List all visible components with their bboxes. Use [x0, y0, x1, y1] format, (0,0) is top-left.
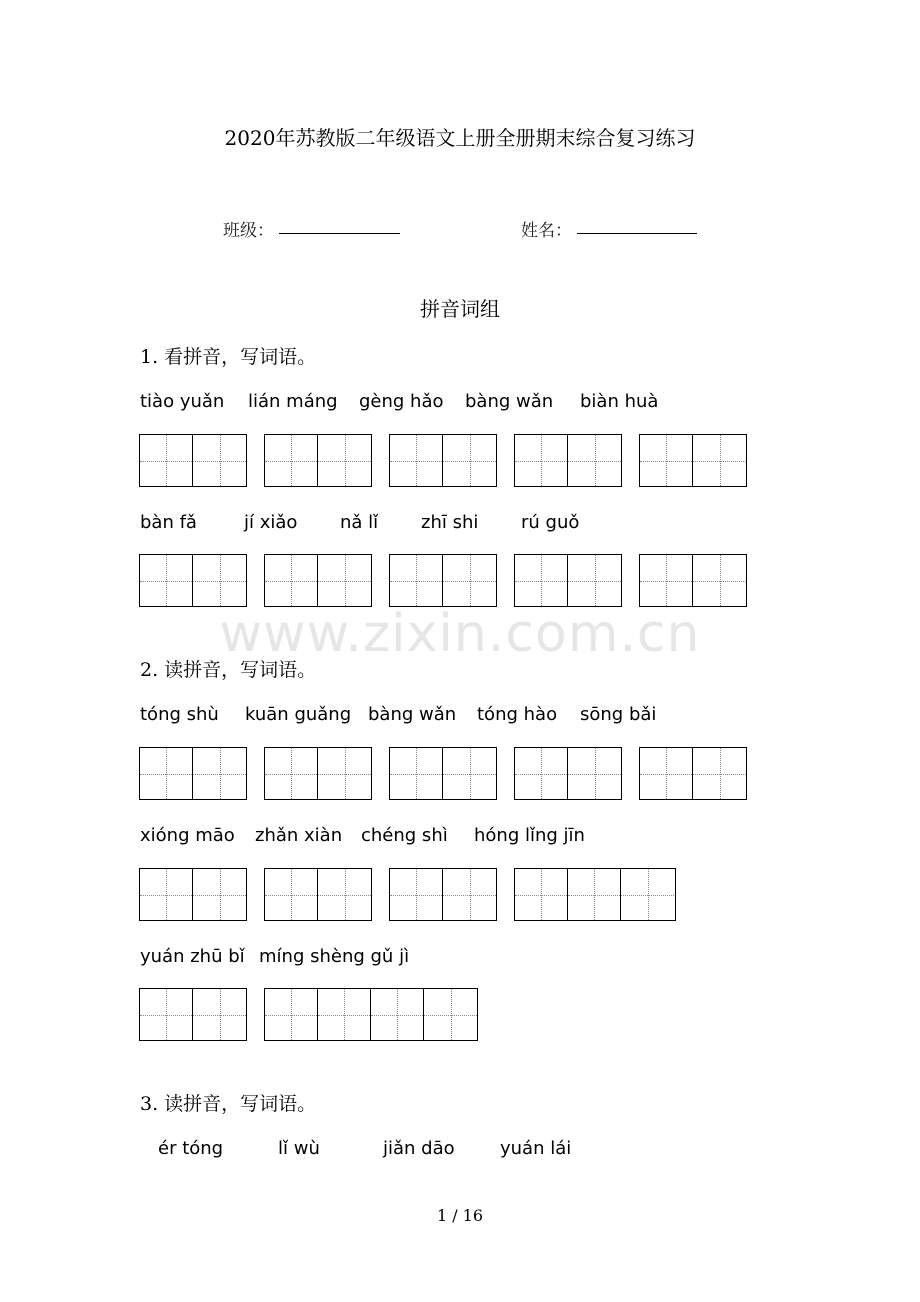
pinyin-label: lián máng [248, 391, 338, 412]
writing-grid[interactable] [514, 434, 622, 487]
pinyin-label: bàng wǎn [368, 704, 457, 725]
grid-cell[interactable] [443, 435, 496, 486]
grid-cell[interactable] [568, 869, 621, 920]
pinyin-label: zhǎn xiàn [255, 825, 343, 846]
question-3-title: 3. 读拼音，写词语。 [140, 1093, 317, 1115]
page-title: 2020年苏教版二年级语文上册全册期末综合复习练习 [224, 126, 696, 150]
section-title: 拼音词组 [420, 297, 500, 321]
pinyin-label: chéng shì [361, 825, 448, 846]
writing-grid[interactable] [514, 747, 622, 800]
writing-grid[interactable] [139, 868, 247, 921]
pinyin-label: jí xiǎo [244, 512, 298, 533]
pinyin-label: yuán lái [500, 1138, 572, 1159]
grid-cell[interactable] [693, 555, 746, 606]
grid-cell[interactable] [193, 989, 246, 1040]
writing-grid[interactable] [264, 988, 478, 1041]
writing-grid[interactable] [514, 554, 622, 607]
grid-cell[interactable] [693, 435, 746, 486]
grid-cell[interactable] [193, 555, 246, 606]
grid-cell[interactable] [515, 748, 568, 799]
grid-cell[interactable] [140, 869, 193, 920]
pinyin-label: yuán zhū bǐ [140, 946, 245, 967]
grid-cell[interactable] [265, 989, 318, 1040]
writing-grid[interactable] [639, 747, 747, 800]
writing-grid[interactable] [639, 434, 747, 487]
grid-cell[interactable] [140, 748, 193, 799]
grid-cell[interactable] [443, 555, 496, 606]
grid-cell[interactable] [693, 748, 746, 799]
grid-cell[interactable] [640, 555, 693, 606]
grid-cell[interactable] [265, 748, 318, 799]
grid-cell[interactable] [515, 435, 568, 486]
pinyin-label: kuān guǎng [245, 704, 352, 725]
grid-cell[interactable] [318, 748, 371, 799]
writing-grid[interactable] [389, 554, 497, 607]
grid-cell[interactable] [390, 555, 443, 606]
grid-cell[interactable] [265, 435, 318, 486]
grid-cell[interactable] [318, 555, 371, 606]
pinyin-label: bàng wǎn [465, 391, 554, 412]
writing-grid[interactable] [264, 868, 372, 921]
writing-grid[interactable] [514, 868, 676, 921]
grid-cell[interactable] [424, 989, 477, 1040]
pinyin-label: tóng shù [140, 704, 219, 725]
grid-cell[interactable] [515, 869, 568, 920]
grid-cell[interactable] [568, 555, 621, 606]
writing-grid[interactable] [139, 988, 247, 1041]
writing-grid[interactable] [389, 868, 497, 921]
grid-cell[interactable] [568, 435, 621, 486]
grid-cell[interactable] [390, 748, 443, 799]
watermark: www.zixin.com.cn [219, 604, 701, 664]
grid-cell[interactable] [140, 555, 193, 606]
grid-cell[interactable] [390, 435, 443, 486]
class-blank-line[interactable] [279, 233, 400, 234]
class-label: 班级： [223, 221, 274, 241]
pinyin-label: hóng lǐng jīn [474, 825, 585, 846]
grid-cell[interactable] [318, 989, 371, 1040]
page-number: 1 / 16 [436, 1206, 484, 1225]
pinyin-label: biàn huà [580, 391, 659, 412]
writing-grid[interactable] [139, 434, 247, 487]
grid-cell[interactable] [371, 989, 424, 1040]
grid-cell[interactable] [193, 435, 246, 486]
grid-cell[interactable] [318, 869, 371, 920]
writing-grid[interactable] [139, 747, 247, 800]
pinyin-label: sōng bǎi [580, 704, 657, 725]
writing-grid[interactable] [264, 747, 372, 800]
grid-cell[interactable] [640, 435, 693, 486]
pinyin-label: rú guǒ [521, 512, 580, 533]
grid-cell[interactable] [443, 748, 496, 799]
grid-cell[interactable] [390, 869, 443, 920]
writing-grid[interactable] [639, 554, 747, 607]
name-label: 姓名： [521, 221, 572, 241]
pinyin-label: xióng māo [140, 825, 235, 846]
writing-grid[interactable] [264, 554, 372, 607]
grid-cell[interactable] [515, 555, 568, 606]
pinyin-label: gèng hǎo [359, 391, 444, 412]
writing-grid[interactable] [139, 554, 247, 607]
grid-cell[interactable] [443, 869, 496, 920]
grid-cell[interactable] [193, 869, 246, 920]
grid-cell[interactable] [265, 869, 318, 920]
pinyin-label: zhī shi [421, 512, 479, 533]
pinyin-label: jiǎn dāo [383, 1138, 455, 1159]
pinyin-label: nǎ lǐ [340, 512, 379, 533]
grid-cell[interactable] [621, 869, 674, 920]
writing-grid[interactable] [389, 747, 497, 800]
question-2-title: 2. 读拼音，写词语。 [140, 659, 317, 681]
pinyin-label: tiào yuǎn [140, 391, 225, 412]
grid-cell[interactable] [140, 989, 193, 1040]
pinyin-label: míng shèng gǔ jì [259, 946, 410, 967]
writing-grid[interactable] [264, 434, 372, 487]
pinyin-label: ér tóng [158, 1138, 224, 1159]
pinyin-label: lǐ wù [278, 1138, 320, 1159]
writing-grid[interactable] [389, 434, 497, 487]
name-blank-line[interactable] [577, 233, 697, 234]
grid-cell[interactable] [265, 555, 318, 606]
grid-cell[interactable] [140, 435, 193, 486]
grid-cell[interactable] [568, 748, 621, 799]
grid-cell[interactable] [193, 748, 246, 799]
pinyin-label: bàn fǎ [140, 512, 197, 533]
question-1-title: 1. 看拼音，写词语。 [140, 346, 317, 368]
pinyin-label: tóng hào [477, 704, 558, 725]
grid-cell[interactable] [640, 748, 693, 799]
grid-cell[interactable] [318, 435, 371, 486]
